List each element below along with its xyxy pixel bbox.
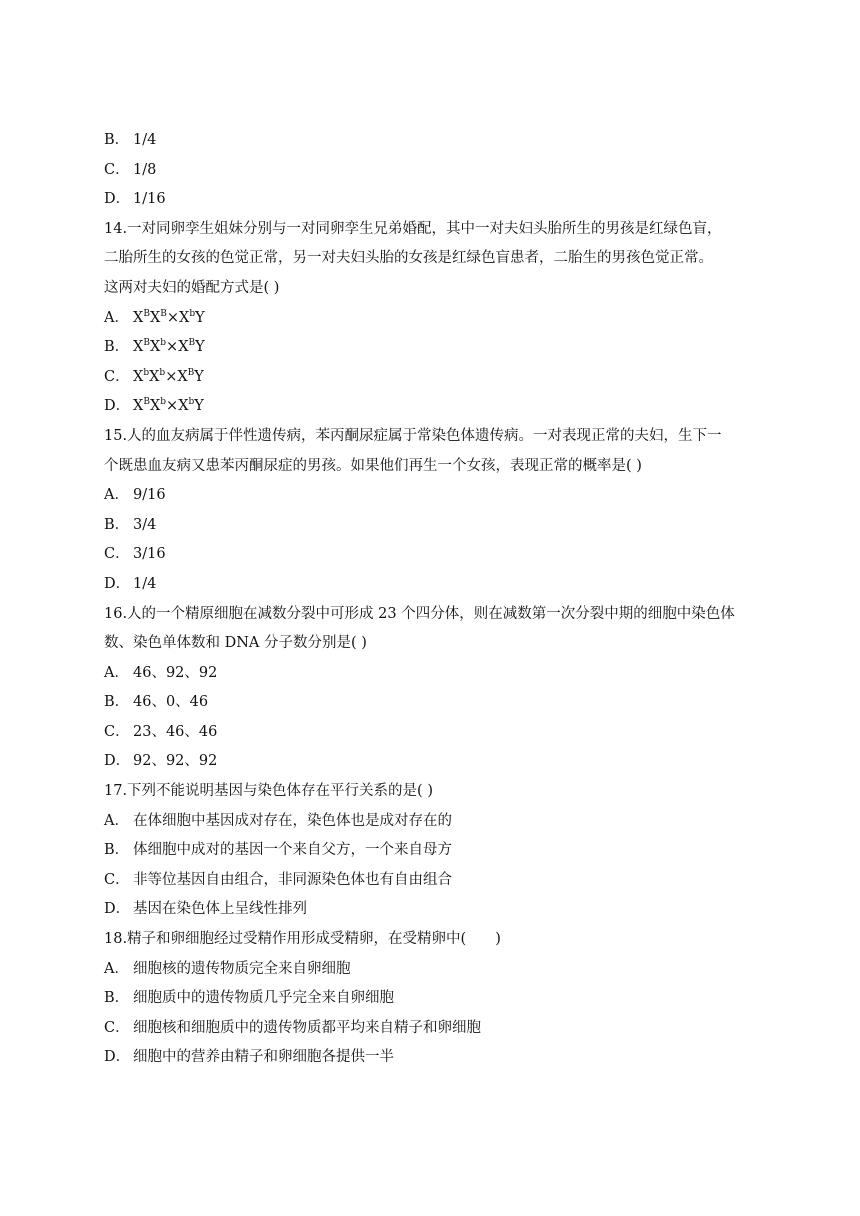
option-d: D． 1/4 <box>104 575 157 592</box>
option-text: 1/4 <box>133 575 157 592</box>
allele-superscript: B <box>160 308 167 319</box>
option-text: 1/4 <box>133 132 157 148</box>
allele-superscript: b <box>160 397 167 408</box>
option-text: X <box>149 309 161 326</box>
option-a: A． $X^BX^B\times X^bY$ <box>104 308 205 326</box>
option-text: Y <box>194 368 204 385</box>
allele-superscript: b <box>143 367 150 378</box>
question-text-line: 14.一对同卵孪生姐妹分别与一对同卵孪生兄弟婚配，其中一对夫妇头胎所生的男孩是红绿色盲， <box>104 220 722 237</box>
leading-options <box>104 126 764 215</box>
option-a: A． 细胞核的遗传物质完全来自卵细胞 <box>104 960 351 977</box>
question-text-line: 这两对夫妇的婚配方式是( ) <box>104 279 280 296</box>
option-b: B． 1/4 <box>104 132 157 148</box>
option-a: A． 9/16 <box>104 487 166 504</box>
option-a: A． 46、92、92 <box>104 664 218 681</box>
question-17 <box>104 777 764 925</box>
question-18 <box>104 925 764 1073</box>
option-c: C． 细胞核和细胞质中的遗传物质都平均来自精子和卵细胞 <box>104 1019 481 1036</box>
option-text: 3/4 <box>133 516 157 533</box>
option-text: X <box>133 368 144 385</box>
option-text: X <box>149 398 161 415</box>
option-text: 细胞质中的遗传物质几乎完全来自卵细胞 <box>133 990 394 1007</box>
option-text: X <box>149 339 161 356</box>
question-text-line: 数、染色单体数和 DNA 分子数分别是( ) <box>104 635 367 652</box>
allele-superscript: B <box>188 338 196 349</box>
option-c: C． 3/16 <box>104 546 166 563</box>
option-b: B． 细胞质中的遗传物质几乎完全来自卵细胞 <box>104 990 394 1007</box>
question-text-line: 个既患血友病又患苯丙酮尿症的男孩。如果他们再生一个女孩，表现正常的概率是( ) <box>104 457 642 474</box>
option-text: 46、0、46 <box>133 694 209 711</box>
question-14 <box>104 215 764 422</box>
option-c: C． 1/8 <box>104 161 157 178</box>
option-text: 细胞核的遗传物质完全来自卵细胞 <box>133 960 351 977</box>
option-c: C． 23、46、46 <box>104 723 218 740</box>
option-c: C． 非等位基因自由组合，非同源染色体也有自由组合 <box>104 871 452 888</box>
question-text-line: 18.精子和卵细胞经过受精作用形成受精卵，在受精卵中( ) <box>104 931 501 948</box>
option-text: Y <box>194 398 204 415</box>
option-d: D． $X^BX^b\times X^bY$ <box>104 397 204 415</box>
option-text: 3/16 <box>133 546 166 563</box>
option-a: A． 在体细胞中基因成对存在，染色体也是成对存在的 <box>104 812 452 829</box>
option-text: ×X <box>165 368 188 385</box>
allele-superscript: b <box>159 367 166 378</box>
option-text: Y <box>195 309 205 326</box>
allele-superscript: b <box>160 338 167 349</box>
option-text: 1/16 <box>133 191 166 208</box>
option-text: 92、92、92 <box>133 753 218 770</box>
option-text: ×X <box>166 309 190 326</box>
option-b: B． 46、0、46 <box>104 694 209 711</box>
allele-superscript: b <box>188 397 195 408</box>
option-c: C． $X^bX^b\times X^BY$ <box>104 367 204 385</box>
option-d: D． 92、92、92 <box>104 753 218 770</box>
option-d: D． 基因在染色体上呈线性排列 <box>104 901 307 918</box>
allele-superscript: B <box>143 338 150 349</box>
option-text: 细胞中的营养由精子和卵细胞各提供一半 <box>133 1049 394 1066</box>
question-list <box>104 126 764 1073</box>
option-text: 46、92、92 <box>133 664 218 681</box>
option-text: 非等位基因自由组合，非同源染色体也有自由组合 <box>133 871 452 888</box>
option-b: B． 体细胞中成对的基因一个来自父方，一个来自母方 <box>104 842 452 859</box>
option-text: Y <box>195 339 205 356</box>
question-text-line: 17.下列不能说明基因与染色体存在平行关系的是( ) <box>104 783 433 800</box>
option-text: ×X <box>166 339 189 356</box>
option-b: B． $X^BX^b\times X^BY$ <box>104 338 205 356</box>
option-text: X <box>149 368 160 385</box>
option-d: D． 细胞中的营养由精子和卵细胞各提供一半 <box>104 1049 394 1066</box>
option-text: X <box>133 309 144 326</box>
option-text: X <box>133 398 144 415</box>
allele-superscript: B <box>143 397 150 408</box>
question-text-line: 16.人的一个精原细胞在减数分裂中可形成 23 个四分体，则在减数第一次分裂中期的细胞中染色体 <box>104 605 735 622</box>
allele-superscript: B <box>187 367 195 378</box>
allele-superscript: B <box>143 308 150 319</box>
question-text-line: 15.人的血友病属于伴性遗传病，苯丙酮尿症属于常染色体遗传病。一对表现正常的夫妇，生下一 <box>104 427 722 444</box>
question-text-line: 二胎所生的女孩的色觉正常，另一对夫妇头胎的女孩是红绿色盲患者，二胎生的男孩色觉正常。 <box>104 250 713 267</box>
question-16 <box>104 600 764 778</box>
option-text: 在体细胞中基因成对存在，染色体也是成对存在的 <box>133 812 452 829</box>
allele-superscript: b <box>189 308 196 319</box>
option-text: 基因在染色体上呈线性排列 <box>133 901 307 918</box>
option-d: D． 1/16 <box>104 191 166 208</box>
option-text: X <box>133 339 144 356</box>
option-text: ×X <box>166 398 189 415</box>
question-15 <box>104 422 764 600</box>
option-text: 9/16 <box>133 487 166 504</box>
option-text: 体细胞中成对的基因一个来自父方，一个来自母方 <box>133 842 452 859</box>
option-text: 1/8 <box>133 161 157 178</box>
option-b: B． 3/4 <box>104 516 157 533</box>
option-text: 细胞核和细胞质中的遗传物质都平均来自精子和卵细胞 <box>133 1019 481 1036</box>
option-text: 23、46、46 <box>133 723 218 740</box>
